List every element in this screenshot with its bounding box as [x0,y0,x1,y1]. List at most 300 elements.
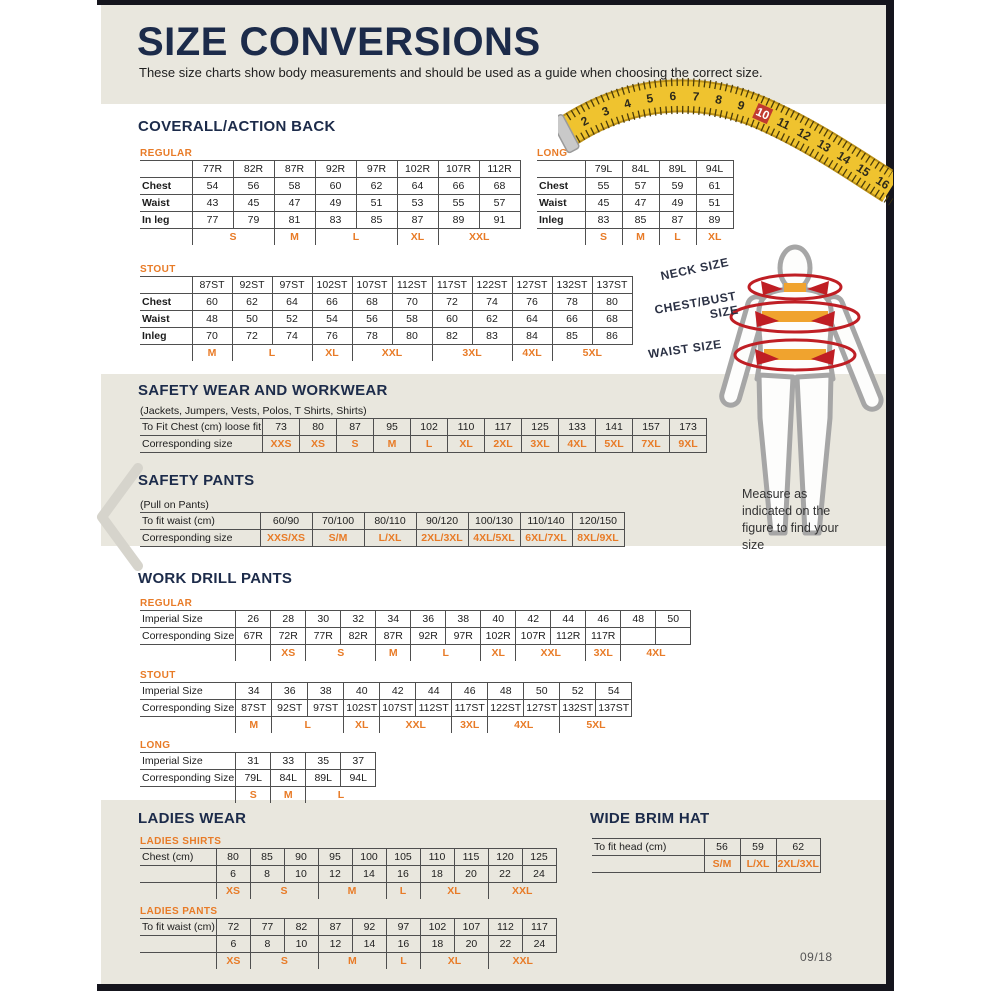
table-cell: 60 [192,294,232,311]
table-cell: 97 [386,919,420,936]
size-group-cell: S [236,787,271,803]
table-row [537,178,733,195]
table-cell: 91 [479,212,520,229]
row-label: Chest [140,294,192,311]
size-group-cell: M [192,345,232,361]
waist-size-label: WAIST SIZE [647,336,723,362]
table-cell: 48 [488,683,524,700]
table-cell: 72R [271,628,306,645]
table-cell: 112ST [392,277,432,294]
row-label: To Fit Chest (cm) loose fit [140,419,263,436]
table-cell: 125 [522,849,556,866]
drill-long-label: LONG [140,740,171,751]
table-cell: 73 [263,419,300,436]
table-cell: 8 [250,866,284,883]
coverall-regular-table [140,160,521,245]
table-cell: 53 [397,195,438,212]
table-cell: 79L [236,770,271,787]
table-cell: 64 [397,178,438,195]
svg-text:7: 7 [691,89,700,104]
row-label: Waist [140,311,192,328]
table-cell: 107ST [380,700,416,717]
table-cell: L/XL [364,530,416,547]
table-cell: 48 [192,311,232,328]
table-cell: 49 [659,195,696,212]
row-label [537,229,585,245]
row-label [140,787,236,803]
coverall-stout-table [140,276,633,361]
table-cell: 52 [560,683,596,700]
svg-text:8: 8 [714,92,724,108]
table-cell: 102 [411,419,448,436]
section-coverall-title: COVERALL/ACTION BACK [138,118,336,135]
table-cell: 97ST [272,277,312,294]
ladies-pants-table [140,918,557,969]
table-cell: 24 [522,866,556,883]
table-cell: 87ST [236,700,272,717]
row-label: Waist [537,195,585,212]
safety-wear-note: (Jackets, Jumpers, Vests, Polos, T Shirts, Shirts) [140,405,367,417]
size-group-cell: XL [312,345,352,361]
row-label [140,866,216,883]
table-cell: 94L [341,770,376,787]
neck-band [784,283,806,292]
table-cell: 82R [341,628,376,645]
table-cell: 62 [232,294,272,311]
row-label: To fit waist (cm) [140,919,216,936]
row-label [140,953,216,969]
table-cell: 4XL/5XL [468,530,520,547]
table-cell: 77R [192,161,233,178]
table-cell: 100/130 [468,513,520,530]
table-row [592,856,820,873]
table-cell: 70 [192,328,232,345]
table-cell: 83 [472,328,512,345]
table-cell: 79 [233,212,274,229]
size-group-cell: M [236,717,272,733]
row-label: Inleg [140,328,192,345]
tape-number [669,89,676,103]
table-cell: 112R [551,628,586,645]
table-cell: 6 [216,936,250,953]
table-cell: 57 [479,195,520,212]
table-row [140,436,707,453]
table-row [140,530,624,547]
table-cell: 122ST [472,277,512,294]
table-cell: 60 [315,178,356,195]
table-cell: 157 [633,419,670,436]
table-row [537,195,733,212]
table-cell: 78 [352,328,392,345]
size-group-cell: XXL [488,953,556,969]
table-cell: S/M [312,530,364,547]
size-group-cell: M [274,229,315,245]
table-row [140,277,632,294]
footer-date-code: 09/18 [800,950,833,964]
table-cell: 24 [522,936,556,953]
table-row [140,195,520,212]
table-cell: 80 [592,294,632,311]
table-cell: 44 [551,611,586,628]
table-cell: 46 [586,611,621,628]
table-cell: 112ST [416,700,452,717]
table-cell: 90/120 [416,513,468,530]
table-cell: 58 [274,178,315,195]
svg-text:10: 10 [753,104,772,123]
table-cell: 7XL [633,436,670,453]
row-label: Chest [537,178,585,195]
table-cell: S/M [704,856,740,873]
table-cell: 58 [392,311,432,328]
table-row [140,628,691,645]
size-group-cell: XXL [380,717,452,733]
table-cell: 173 [670,419,707,436]
table-cell: 132ST [560,700,596,717]
table-cell: 92R [315,161,356,178]
table-cell: 54 [596,683,632,700]
drill-regular-label: REGULAR [140,598,193,609]
table-cell: 34 [236,683,272,700]
table-cell: L [411,436,448,453]
size-group-cell: XS [216,883,250,899]
table-cell: XXS [263,436,300,453]
table-cell: 68 [479,178,520,195]
section-hat-title: WIDE BRIM HAT [590,810,710,827]
table-cell: XXS/XS [260,530,312,547]
table-cell: 59 [659,178,696,195]
section-safety-pants-title: SAFETY PANTS [138,472,255,489]
table-cell: 68 [592,311,632,328]
size-group-cell: L [315,229,397,245]
table-cell: 3XL [522,436,559,453]
table-cell: 80 [216,849,250,866]
table-cell: 85 [250,849,284,866]
drill-regular-table [140,610,691,661]
table-cell: 92ST [272,700,308,717]
table-cell: 107R [438,161,479,178]
size-group-cell: XXL [516,645,586,661]
table-row [140,611,691,628]
table-row [140,294,632,311]
row-label: Chest (cm) [140,849,216,866]
table-cell: 87ST [192,277,232,294]
table-cell: 82 [284,919,318,936]
table-cell: 117ST [432,277,472,294]
size-group-cell: S [192,229,274,245]
ladies-pants-label: LADIES PANTS [140,906,218,917]
table-cell: 115 [454,849,488,866]
table-cell: 137ST [596,700,632,717]
table-cell: 84L [622,161,659,178]
page-title: SIZE CONVERSIONS [137,20,541,64]
table-cell: 2XL/3XL [416,530,468,547]
row-label: Inleg [537,212,585,229]
size-group-cell: L [232,345,312,361]
table-cell: 22 [488,936,522,953]
table-cell: 112R [479,161,520,178]
table-cell: 47 [622,195,659,212]
table-cell: 36 [272,683,308,700]
table-cell: 84 [512,328,552,345]
size-span-row [140,787,376,803]
table-cell: 44 [416,683,452,700]
size-group-cell: XL [481,645,516,661]
table-cell: 10 [284,866,318,883]
table-cell: 76 [512,294,552,311]
table-cell: 28 [271,611,306,628]
table-cell: 54 [312,311,352,328]
table-cell: 37 [341,753,376,770]
table-cell: 6 [216,866,250,883]
table-cell: 20 [454,936,488,953]
table-row [140,212,520,229]
coverall-stout-label: STOUT [140,264,176,275]
table-cell: 90 [284,849,318,866]
table-row [592,839,820,856]
table-cell: 2XL [485,436,522,453]
table-cell: 64 [272,294,312,311]
table-cell: 14 [352,866,386,883]
table-cell: 97ST [308,700,344,717]
table-cell: 81 [274,212,315,229]
table-cell: 141 [596,419,633,436]
size-group-cell: L [386,953,420,969]
table-cell: 85 [356,212,397,229]
frame-top-border [97,0,893,5]
table-cell: 12 [318,936,352,953]
table-cell [656,628,691,645]
table-cell: 102R [481,628,516,645]
row-label [140,161,192,178]
table-cell: 35 [306,753,341,770]
table-cell: 80/110 [364,513,416,530]
ladies-shirts-table [140,848,557,899]
table-cell: 72 [232,328,272,345]
size-group-cell: XL [344,717,380,733]
svg-text:3: 3 [599,103,612,119]
safety-wear-table [140,418,707,453]
svg-text:11: 11 [774,114,793,133]
size-span-row [140,883,556,899]
table-cell: 84L [271,770,306,787]
table-cell: 74 [472,294,512,311]
table-row [140,919,556,936]
table-cell: 56 [704,839,740,856]
drill-stout-label: STOUT [140,670,176,681]
table-row [140,513,624,530]
row-label: Imperial Size [140,611,236,628]
row-label [140,883,216,899]
size-group-cell: M [376,645,411,661]
size-group-cell: L [411,645,481,661]
table-cell: 117ST [452,700,488,717]
size-group-cell: 3XL [432,345,512,361]
table-cell: 66 [438,178,479,195]
table-cell: 55 [438,195,479,212]
table-cell: 127ST [512,277,552,294]
size-group-cell: XL [397,229,438,245]
table-cell: 105 [386,849,420,866]
table-cell: 59 [740,839,776,856]
table-cell: 48 [621,611,656,628]
table-cell: 102ST [312,277,352,294]
table-cell: 62 [356,178,397,195]
table-cell: 137ST [592,277,632,294]
table-cell: 62 [776,839,820,856]
table-cell: 30 [306,611,341,628]
table-cell: 40 [344,683,380,700]
table-cell: 76 [312,328,352,345]
table-row [140,311,632,328]
size-group-cell: M [318,953,386,969]
table-cell: 102 [420,919,454,936]
size-group-cell: S [250,883,318,899]
size-group-cell: L [306,787,376,803]
table-cell: 92ST [232,277,272,294]
svg-text:13: 13 [814,136,834,156]
row-label: Corresponding size [140,530,260,547]
table-cell: 14 [352,936,386,953]
table-cell: 66 [552,311,592,328]
size-group-cell: 4XL [621,645,691,661]
coverall-long-label: LONG [537,148,568,159]
section-ladies-title: LADIES WEAR [138,810,247,827]
table-cell: 16 [386,866,420,883]
size-group-cell: M [271,787,306,803]
table-cell: 95 [374,419,411,436]
table-cell: 94L [696,161,733,178]
size-group-cell: XL [696,229,733,245]
drill-long-table [140,752,376,803]
svg-text:15: 15 [853,160,873,180]
table-cell: 62 [472,311,512,328]
size-span-row [140,345,632,361]
wide-brim-hat-table [592,838,821,873]
table-cell: 102R [397,161,438,178]
table-cell: 87 [397,212,438,229]
table-cell: 46 [452,683,488,700]
table-row [140,419,707,436]
table-cell: 117 [522,919,556,936]
table-cell: 18 [420,866,454,883]
size-group-cell: XS [271,645,306,661]
table-cell: 49 [315,195,356,212]
row-label: Corresponding Size [140,628,236,645]
row-label [140,645,236,661]
size-group-cell: XS [216,953,250,969]
row-label [140,936,216,953]
drill-stout-table [140,682,632,733]
size-group-cell: 4XL [488,717,560,733]
size-group-cell: XL [420,883,488,899]
table-cell: 110 [448,419,485,436]
table-cell: 79L [585,161,622,178]
table-cell: 100 [352,849,386,866]
table-row [140,178,520,195]
size-group-cell: 3XL [452,717,488,733]
row-label: In leg [140,212,192,229]
table-cell: 83 [585,212,622,229]
table-cell: S [337,436,374,453]
table-cell: 112 [488,919,522,936]
table-cell: 26 [236,611,271,628]
row-label [140,717,236,733]
table-cell: 64 [512,311,552,328]
measure-instruction: Measure as indicated on the figure to find your size [742,487,839,552]
neck-size-label: NECK SIZE [659,254,731,284]
row-label: Imperial Size [140,683,236,700]
size-group-cell: L [386,883,420,899]
row-label: Waist [140,195,192,212]
table-cell: 80 [300,419,337,436]
svg-text:16: 16 [873,173,893,193]
table-cell: 97R [356,161,397,178]
svg-text:5: 5 [645,91,655,106]
chest-bust-size-label: CHEST/BUST SIZE [653,288,740,322]
table-cell: 51 [356,195,397,212]
table-cell: 57 [622,178,659,195]
row-label: To fit head (cm) [592,839,704,856]
row-label [592,856,704,873]
table-cell: 70 [392,294,432,311]
table-cell: 55 [585,178,622,195]
table-cell: 56 [352,311,392,328]
table-cell: 87R [274,161,315,178]
table-cell: 32 [341,611,376,628]
table-cell: 4XL [559,436,596,453]
coverall-long-table [537,160,734,245]
table-cell: 9XL [670,436,707,453]
size-group-cell: 5XL [560,717,632,733]
table-cell: 83 [315,212,356,229]
row-label: Corresponding size [140,436,263,453]
table-cell: 92 [352,919,386,936]
safety-pants-table [140,512,625,547]
row-label [140,345,192,361]
table-cell: 42 [380,683,416,700]
size-span-row [140,645,691,661]
size-group-cell: XL [420,953,488,969]
table-cell: 5XL [596,436,633,453]
table-cell: 56 [233,178,274,195]
table-cell: 107 [454,919,488,936]
table-cell: 38 [308,683,344,700]
table-cell: 110 [420,849,454,866]
table-cell: 45 [585,195,622,212]
table-row [140,328,632,345]
table-cell: 87 [337,419,374,436]
table-cell: 70/100 [312,513,364,530]
table-cell: 50 [656,611,691,628]
table-cell: 18 [420,936,454,953]
table-cell: 89L [306,770,341,787]
row-label: Corresponding Size [140,770,236,787]
row-label: To fit waist (cm) [140,513,260,530]
table-cell: XL [448,436,485,453]
table-row [140,753,376,770]
svg-text:9: 9 [735,97,747,114]
size-group-cell: XXL [488,883,556,899]
table-cell: XS [300,436,337,453]
table-cell: 77 [192,212,233,229]
table-cell: 87 [659,212,696,229]
table-cell: 51 [696,195,733,212]
table-cell: 80 [392,328,432,345]
table-cell: 43 [192,195,233,212]
table-cell: 61 [696,178,733,195]
svg-text:2: 2 [578,113,591,129]
table-cell: 52 [272,311,312,328]
